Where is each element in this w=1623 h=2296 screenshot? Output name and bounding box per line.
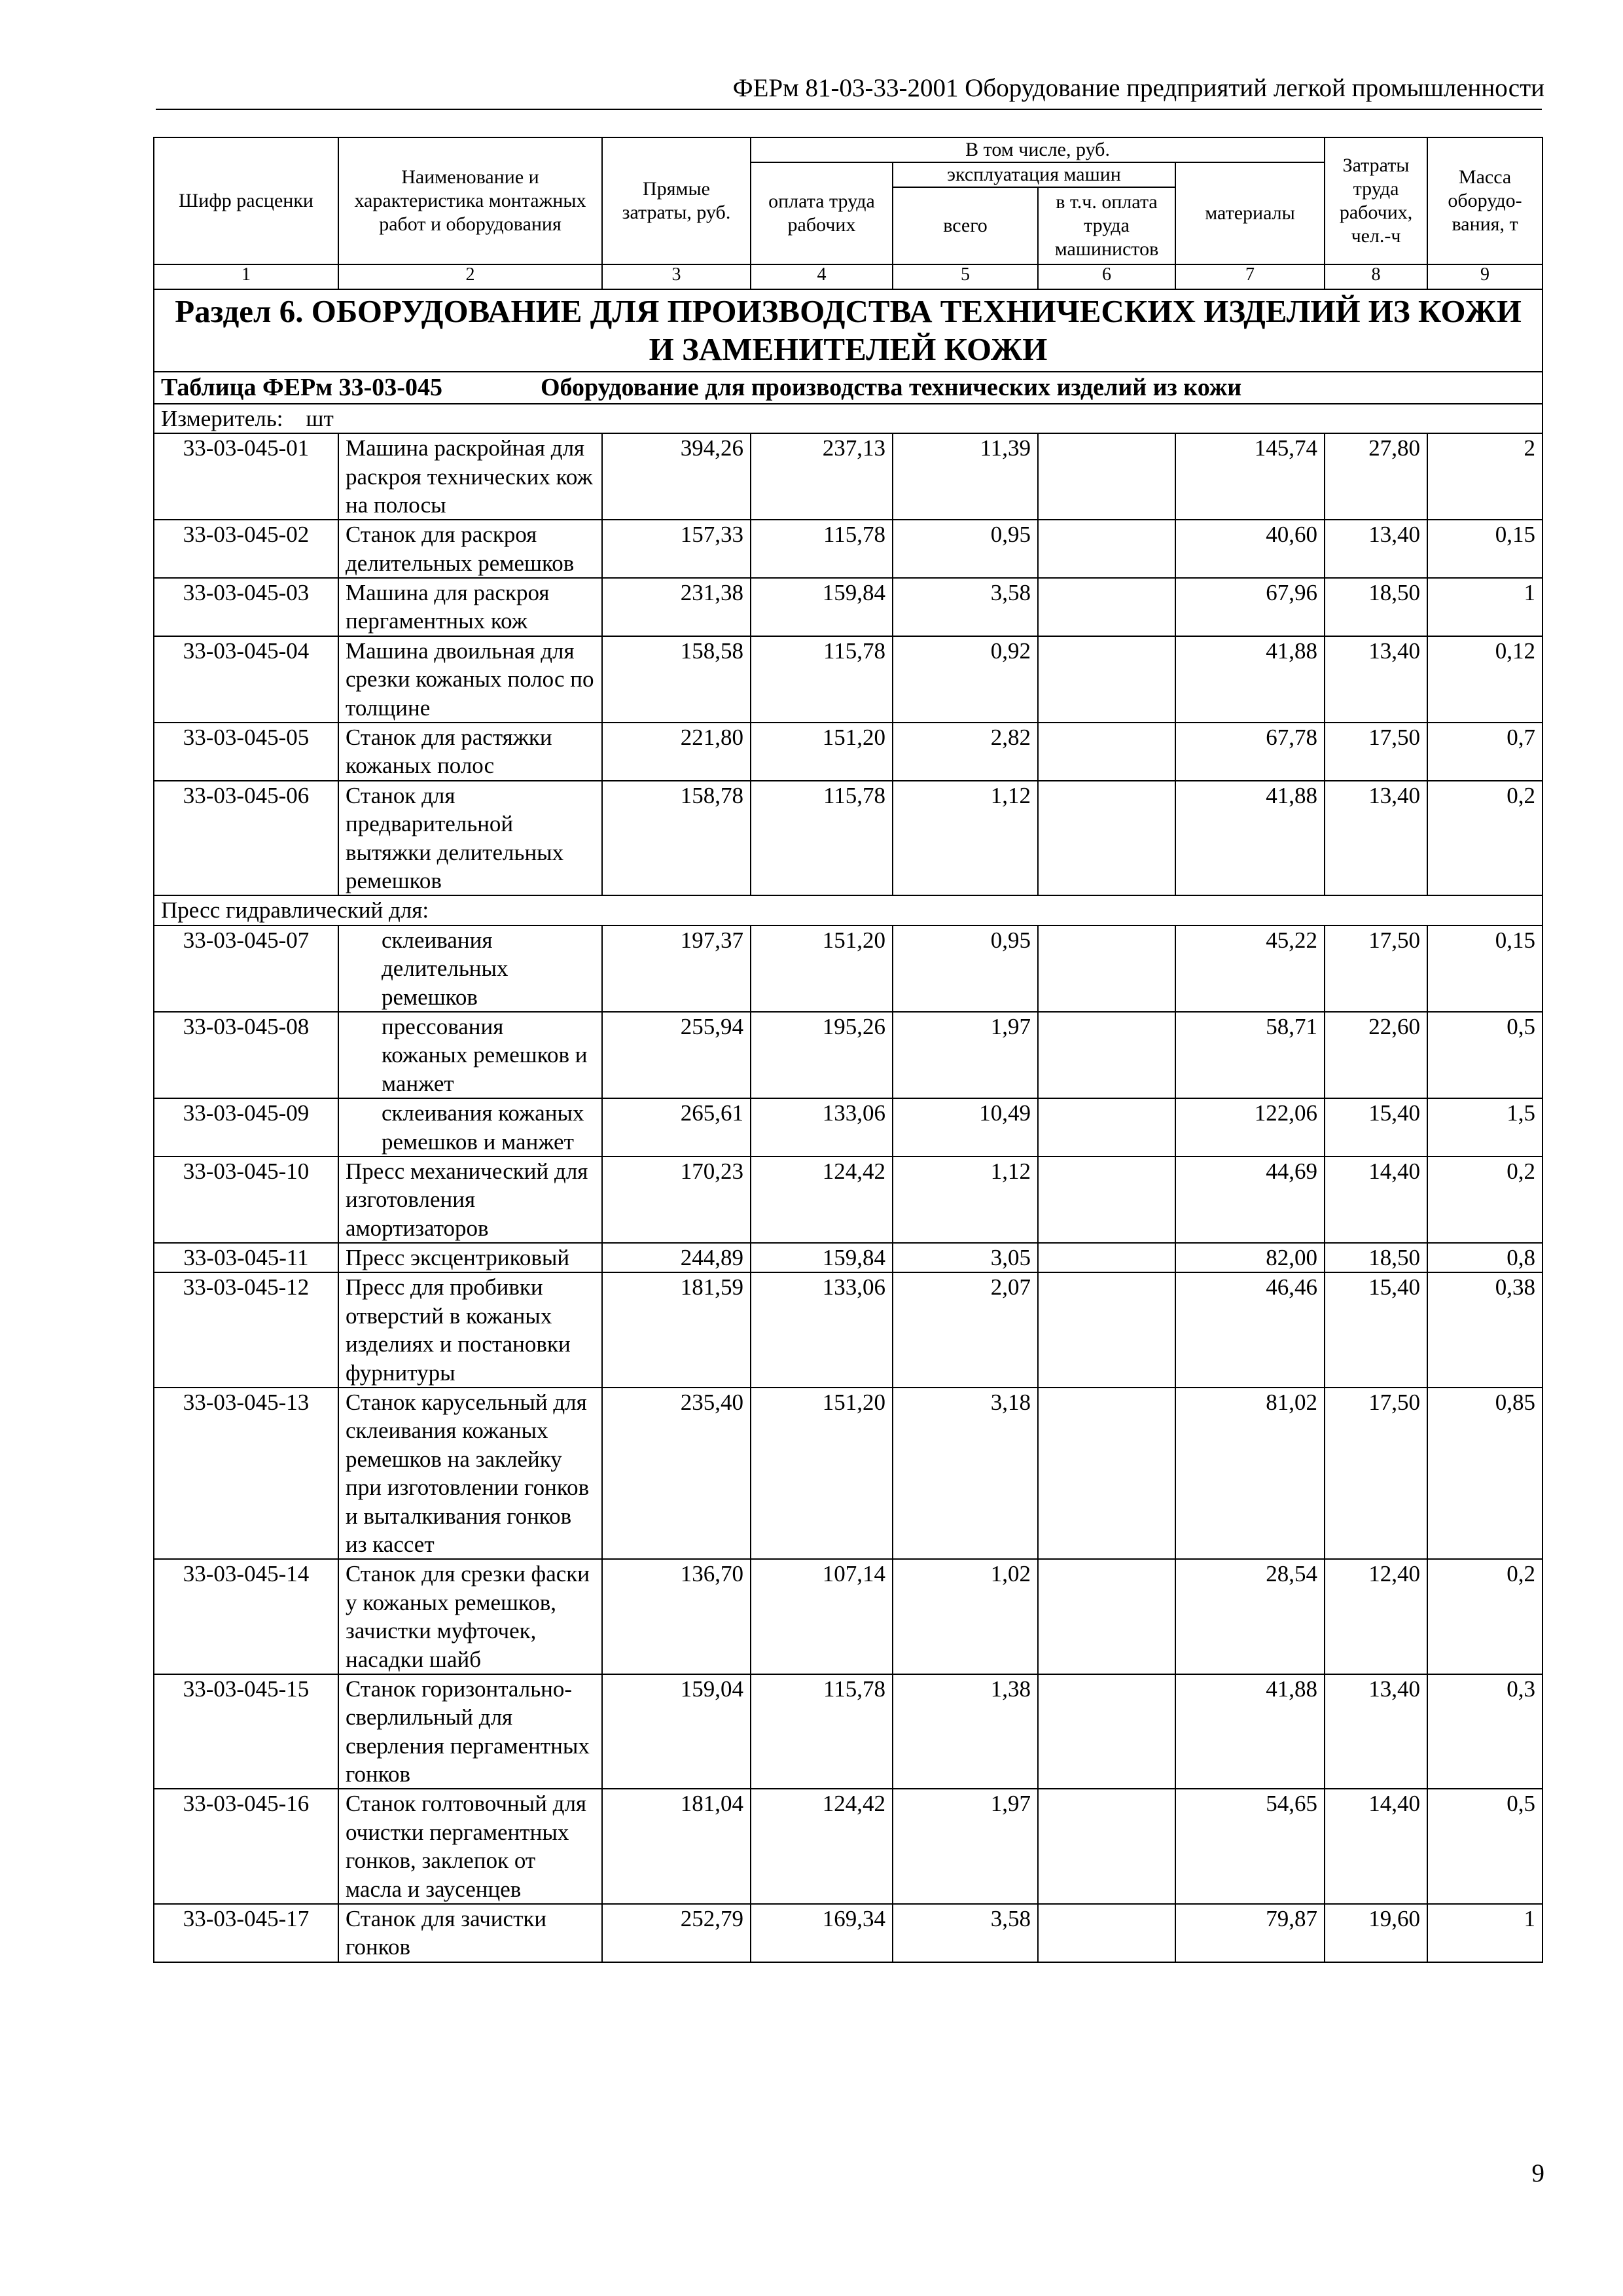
table-row — [154, 1674, 1543, 1789]
row-materials: 41,88 — [1175, 636, 1325, 723]
row-machinist-pay — [1038, 1272, 1175, 1388]
row-code: 33-03-045-04 — [154, 636, 338, 723]
row-mass: 1 — [1427, 1904, 1543, 1962]
table-row — [154, 1098, 1543, 1157]
row-machines-total: 11,39 — [893, 433, 1038, 520]
row-mass: 0,85 — [1427, 1388, 1543, 1559]
row-code: 33-03-045-07 — [154, 925, 338, 1012]
row-labor-hours: 22,60 — [1325, 1012, 1427, 1098]
row-labor-hours: 18,50 — [1325, 578, 1427, 636]
row-materials: 41,88 — [1175, 781, 1325, 896]
unit-label: Измеритель: шт — [154, 404, 1543, 433]
row-labor-hours: 18,50 — [1325, 1243, 1427, 1272]
table-row — [154, 1789, 1543, 1904]
row-machinist-pay — [1038, 1674, 1175, 1789]
col-number: 1 — [154, 264, 338, 289]
row-name: склеивания кожаных ремешков и манжет — [338, 1098, 602, 1157]
row-labor-pay: 115,78 — [751, 781, 893, 896]
row-direct-cost: 181,04 — [602, 1789, 751, 1904]
row-direct-cost: 181,59 — [602, 1272, 751, 1388]
row-name: прессования кожаных ремешков и манжет — [338, 1012, 602, 1098]
row-machinist-pay — [1038, 578, 1175, 636]
col-header-machines-total: всего — [893, 187, 1038, 264]
row-machinist-pay — [1038, 1559, 1175, 1674]
row-mass: 0,15 — [1427, 520, 1543, 578]
row-labor-hours: 14,40 — [1325, 1789, 1427, 1904]
row-name: Станок для растяжки кожаных полос — [338, 723, 602, 781]
row-labor-pay: 159,84 — [751, 1243, 893, 1272]
document-header-title: ФЕРм 81-03-33-2001 Оборудование предприятий легкой промышленности — [732, 74, 1544, 102]
row-mass: 1 — [1427, 578, 1543, 636]
row-code: 33-03-045-16 — [154, 1789, 338, 1904]
row-name: склеивания делительных ремешков — [338, 925, 602, 1012]
row-labor-hours: 13,40 — [1325, 781, 1427, 896]
row-direct-cost: 394,26 — [602, 433, 751, 520]
row-direct-cost: 221,80 — [602, 723, 751, 781]
row-labor-pay: 107,14 — [751, 1559, 893, 1674]
row-labor-pay: 169,34 — [751, 1904, 893, 1962]
row-code: 33-03-045-11 — [154, 1243, 338, 1272]
row-machinist-pay — [1038, 1012, 1175, 1098]
col-number: 4 — [751, 264, 893, 289]
row-machines-total: 3,58 — [893, 578, 1038, 636]
row-labor-pay: 115,78 — [751, 520, 893, 578]
table-row — [154, 1243, 1543, 1272]
row-machines-total: 1,12 — [893, 1157, 1038, 1243]
row-name: Станок для зачистки гонков — [338, 1904, 602, 1962]
row-labor-hours: 13,40 — [1325, 520, 1427, 578]
table-row — [154, 723, 1543, 781]
row-labor-pay: 124,42 — [751, 1789, 893, 1904]
row-code: 33-03-045-03 — [154, 578, 338, 636]
row-name: Машина для раскроя пергаментных кож — [338, 578, 602, 636]
col-header-including: В том числе, руб. — [751, 137, 1325, 162]
row-materials: 67,78 — [1175, 723, 1325, 781]
row-machines-total: 0,92 — [893, 636, 1038, 723]
row-mass: 0,38 — [1427, 1272, 1543, 1388]
row-direct-cost: 252,79 — [602, 1904, 751, 1962]
row-direct-cost: 255,94 — [602, 1012, 751, 1098]
col-header-materials: материалы — [1175, 162, 1325, 264]
row-materials: 28,54 — [1175, 1559, 1325, 1674]
table-row — [154, 1157, 1543, 1243]
col-header-labor-pay: оплата труда рабочих — [751, 162, 893, 264]
row-direct-cost: 158,78 — [602, 781, 751, 896]
row-direct-cost: 159,04 — [602, 1674, 751, 1789]
row-materials: 82,00 — [1175, 1243, 1325, 1272]
page-number: 9 — [1531, 2159, 1544, 2187]
row-labor-hours: 17,50 — [1325, 1388, 1427, 1559]
row-name: Станок голтовочный для очистки пергаментных гонков, заклепок от масла и заусенцев — [338, 1789, 602, 1904]
col-header-code: Шифр расценки — [154, 137, 338, 264]
row-direct-cost: 170,23 — [602, 1157, 751, 1243]
table-row — [154, 636, 1543, 723]
row-direct-cost: 197,37 — [602, 925, 751, 1012]
row-labor-pay: 133,06 — [751, 1272, 893, 1388]
row-labor-pay: 133,06 — [751, 1098, 893, 1157]
row-code: 33-03-045-14 — [154, 1559, 338, 1674]
row-code: 33-03-045-01 — [154, 433, 338, 520]
row-machinist-pay — [1038, 1789, 1175, 1904]
row-direct-cost: 231,38 — [602, 578, 751, 636]
col-header-machines: эксплуатация машин — [893, 162, 1175, 187]
row-materials: 45,22 — [1175, 925, 1325, 1012]
row-materials: 54,65 — [1175, 1789, 1325, 1904]
row-machines-total: 0,95 — [893, 520, 1038, 578]
row-labor-pay: 159,84 — [751, 578, 893, 636]
row-materials: 81,02 — [1175, 1388, 1325, 1559]
row-machinist-pay — [1038, 520, 1175, 578]
row-labor-hours: 17,50 — [1325, 723, 1427, 781]
row-mass: 0,7 — [1427, 723, 1543, 781]
row-machines-total: 1,38 — [893, 1674, 1038, 1789]
row-machines-total: 2,82 — [893, 723, 1038, 781]
col-number: 6 — [1038, 264, 1175, 289]
row-machinist-pay — [1038, 1243, 1175, 1272]
row-code: 33-03-045-13 — [154, 1388, 338, 1559]
col-number: 2 — [338, 264, 602, 289]
row-materials: 44,69 — [1175, 1157, 1325, 1243]
group-label: Пресс гидравлический для: — [154, 895, 1543, 925]
row-mass: 0,5 — [1427, 1012, 1543, 1098]
row-name: Машина двоильная для срезки кожаных полос по толщине — [338, 636, 602, 723]
row-materials: 79,87 — [1175, 1904, 1325, 1962]
row-name: Станок для предварительной вытяжки делительных ремешков — [338, 781, 602, 896]
table-row — [154, 925, 1543, 1012]
row-labor-hours: 15,40 — [1325, 1098, 1427, 1157]
table-row — [154, 520, 1543, 578]
row-machines-total: 3,58 — [893, 1904, 1038, 1962]
col-header-name: Наименование и характеристика монтажных работ и оборудования — [338, 137, 602, 264]
col-number: 5 — [893, 264, 1038, 289]
row-name: Пресс для пробивки отверстий в кожаных изделиях и постановки фурнитуры — [338, 1272, 602, 1388]
table-row — [154, 1272, 1543, 1388]
section-title: Раздел 6. ОБОРУДОВАНИЕ ДЛЯ ПРОИЗВОДСТВА ТЕХНИЧЕСКИХ ИЗДЕЛИЙ ИЗ КОЖИ И ЗАМЕНИТЕЛЕЙ КОЖИ — [154, 289, 1543, 372]
row-direct-cost: 158,58 — [602, 636, 751, 723]
row-materials: 145,74 — [1175, 433, 1325, 520]
table-row — [154, 1559, 1543, 1674]
row-machines-total: 10,49 — [893, 1098, 1038, 1157]
row-direct-cost: 136,70 — [602, 1559, 751, 1674]
row-machines-total: 0,95 — [893, 925, 1038, 1012]
col-header-mass: Масса оборудо-вания, т — [1427, 137, 1543, 264]
row-labor-hours: 14,40 — [1325, 1157, 1427, 1243]
row-direct-cost: 157,33 — [602, 520, 751, 578]
row-machinist-pay — [1038, 723, 1175, 781]
row-labor-hours: 17,50 — [1325, 925, 1427, 1012]
row-direct-cost: 235,40 — [602, 1388, 751, 1559]
row-labor-hours: 19,60 — [1325, 1904, 1427, 1962]
col-header-machinist-pay: в т.ч. оплата труда машинистов — [1038, 187, 1175, 264]
row-mass: 0,3 — [1427, 1674, 1543, 1789]
row-code: 33-03-045-05 — [154, 723, 338, 781]
table-name: Оборудование для производства технических изделий из кожи — [541, 373, 1242, 401]
row-machines-total: 1,02 — [893, 1559, 1038, 1674]
row-materials: 67,96 — [1175, 578, 1325, 636]
row-machinist-pay — [1038, 1904, 1175, 1962]
row-name: Станок карусельный для склеивания кожаных ремешков на заклейку при изготовлении гонков и выталкивания гонков из кассет — [338, 1388, 602, 1559]
norm-table — [153, 137, 1543, 1963]
row-labor-pay: 115,78 — [751, 1674, 893, 1789]
col-number: 8 — [1325, 264, 1427, 289]
table-row — [154, 578, 1543, 636]
row-code: 33-03-045-02 — [154, 520, 338, 578]
row-name: Пресс эксцентриковый — [338, 1243, 602, 1272]
row-materials: 40,60 — [1175, 520, 1325, 578]
row-labor-hours: 13,40 — [1325, 636, 1427, 723]
row-machinist-pay — [1038, 636, 1175, 723]
row-labor-hours: 27,80 — [1325, 433, 1427, 520]
row-machines-total: 3,05 — [893, 1243, 1038, 1272]
row-name: Станок для срезки фаски у кожаных ремешков, зачистки муфточек, насадки шайб — [338, 1559, 602, 1674]
col-number: 3 — [602, 264, 751, 289]
row-materials: 46,46 — [1175, 1272, 1325, 1388]
row-machines-total: 2,07 — [893, 1272, 1038, 1388]
row-direct-cost: 265,61 — [602, 1098, 751, 1157]
row-direct-cost: 244,89 — [602, 1243, 751, 1272]
row-name: Станок горизонтально-сверлильный для сверления пергаментных гонков — [338, 1674, 602, 1789]
table-title — [154, 372, 1543, 404]
row-code: 33-03-045-17 — [154, 1904, 338, 1962]
table-row — [154, 1388, 1543, 1559]
row-machines-total: 1,12 — [893, 781, 1038, 896]
table-row — [154, 1012, 1543, 1098]
row-code: 33-03-045-06 — [154, 781, 338, 896]
row-machinist-pay — [1038, 1388, 1175, 1559]
row-machinist-pay — [1038, 433, 1175, 520]
row-labor-hours: 13,40 — [1325, 1674, 1427, 1789]
row-labor-pay: 195,26 — [751, 1012, 893, 1098]
row-name: Пресс механический для изготовления амортизаторов — [338, 1157, 602, 1243]
row-machinist-pay — [1038, 1098, 1175, 1157]
table-row — [154, 433, 1543, 520]
table-row — [154, 1904, 1543, 1962]
row-labor-pay: 151,20 — [751, 723, 893, 781]
row-mass: 0,2 — [1427, 781, 1543, 896]
row-mass: 0,5 — [1427, 1789, 1543, 1904]
row-machines-total: 1,97 — [893, 1012, 1038, 1098]
row-mass: 0,8 — [1427, 1243, 1543, 1272]
col-header-labor-cost: Затраты труда рабочих, чел.-ч — [1325, 137, 1427, 264]
row-mass: 2 — [1427, 433, 1543, 520]
row-code: 33-03-045-09 — [154, 1098, 338, 1157]
row-mass: 0,12 — [1427, 636, 1543, 723]
col-number: 7 — [1175, 264, 1325, 289]
row-labor-hours: 12,40 — [1325, 1559, 1427, 1674]
row-code: 33-03-045-10 — [154, 1157, 338, 1243]
row-mass: 0,15 — [1427, 925, 1543, 1012]
row-mass: 0,2 — [1427, 1157, 1543, 1243]
header-rule — [156, 109, 1542, 110]
row-labor-hours: 15,40 — [1325, 1272, 1427, 1388]
row-labor-pay: 151,20 — [751, 925, 893, 1012]
row-materials: 58,71 — [1175, 1012, 1325, 1098]
row-materials: 41,88 — [1175, 1674, 1325, 1789]
row-code: 33-03-045-08 — [154, 1012, 338, 1098]
row-machinist-pay — [1038, 1157, 1175, 1243]
row-labor-pay: 237,13 — [751, 433, 893, 520]
table-row — [154, 781, 1543, 896]
row-machines-total: 3,18 — [893, 1388, 1038, 1559]
col-header-direct: Прямые затраты, руб. — [602, 137, 751, 264]
row-code: 33-03-045-15 — [154, 1674, 338, 1789]
row-code: 33-03-045-12 — [154, 1272, 338, 1388]
col-number: 9 — [1427, 264, 1543, 289]
row-mass: 1,5 — [1427, 1098, 1543, 1157]
row-materials: 122,06 — [1175, 1098, 1325, 1157]
row-labor-pay: 151,20 — [751, 1388, 893, 1559]
row-name: Станок для раскроя делительных ремешков — [338, 520, 602, 578]
row-mass: 0,2 — [1427, 1559, 1543, 1674]
row-machinist-pay — [1038, 781, 1175, 896]
row-machinist-pay — [1038, 925, 1175, 1012]
row-labor-pay: 115,78 — [751, 636, 893, 723]
table-code: Таблица ФЕРм 33-03-045 — [161, 373, 442, 401]
group-row — [154, 895, 1543, 925]
row-machines-total: 1,97 — [893, 1789, 1038, 1904]
row-labor-pay: 124,42 — [751, 1157, 893, 1243]
row-name: Машина раскройная для раскроя технических кож на полосы — [338, 433, 602, 520]
